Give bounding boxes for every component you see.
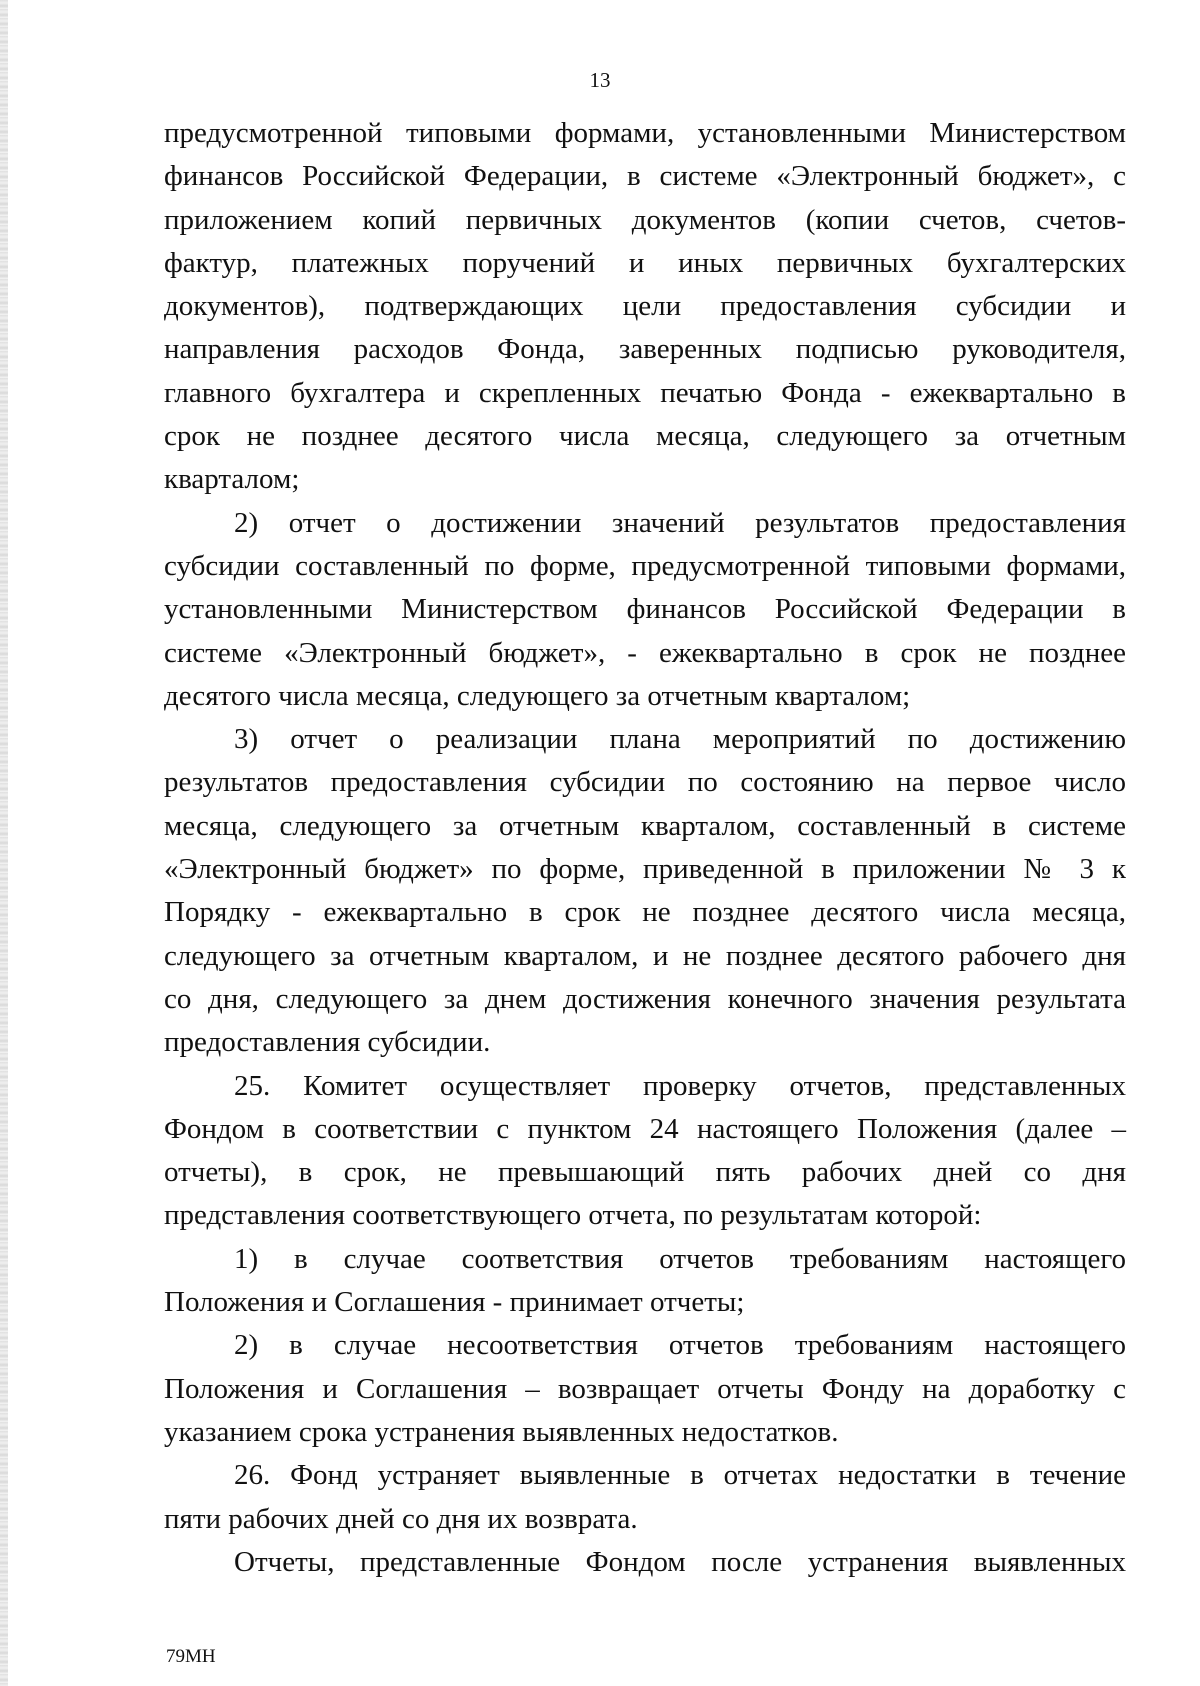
text-line: 2) отчет о достижении значений результатов предоставления bbox=[234, 506, 1126, 539]
text-line: предоставления субсидии. bbox=[164, 1026, 491, 1059]
text-line: представления соответствующего отчета, по результатам которой: bbox=[164, 1199, 982, 1232]
page-number: 13 bbox=[589, 68, 611, 92]
text-line: кварталом; bbox=[164, 463, 300, 496]
text-line: 25. Комитет осуществляет проверку отчетов, представленных bbox=[234, 1069, 1126, 1102]
text-line: 1) в случае соответствия отчетов требованиям настоящего bbox=[234, 1242, 1126, 1275]
paragraph-continuation bbox=[164, 112, 1126, 502]
scan-edge bbox=[0, 0, 8, 1686]
text-line: следующего за отчетным кварталом, и не позднее десятого рабочего дня bbox=[164, 939, 1126, 972]
document-body bbox=[164, 112, 1126, 1584]
text-line: документов), подтверждающих цели предоставления субсидии и bbox=[164, 290, 1126, 323]
text-line: 3) отчет о реализации плана мероприятий по достижению bbox=[234, 723, 1126, 756]
text-line: установленными Министерством финансов Российской Федерации в bbox=[164, 593, 1126, 626]
text-line: срок не позднее десятого числа месяца, следующего за отчетным bbox=[164, 420, 1126, 453]
text-line: направления расходов Фонда, заверенных подписью руководителя, bbox=[164, 333, 1126, 366]
text-line: отчеты), в срок, не превышающий пять рабочих дней со дня bbox=[164, 1156, 1126, 1189]
text-line: 26. Фонд устраняет выявленные в отчетах недостатки в течение bbox=[234, 1459, 1126, 1492]
footer-code: 79МН bbox=[166, 1646, 216, 1667]
text-line: со дня, следующего за днем достижения конечного значения результата bbox=[164, 982, 1126, 1015]
text-line: главного бухгалтера и скрепленных печатью Фонда - ежеквартально в bbox=[164, 376, 1126, 409]
paragraph-clause-25 bbox=[164, 1065, 1126, 1238]
paragraph-subitem-1 bbox=[164, 1238, 1126, 1325]
paragraph-item-3 bbox=[164, 718, 1126, 1064]
text-line: месяца, следующего за отчетным кварталом, составленный в системе bbox=[164, 809, 1126, 842]
text-line: Положения и Соглашения - принимает отчеты; bbox=[164, 1286, 745, 1319]
text-line: фактур, платежных поручений и иных первичных бухгалтерских bbox=[164, 246, 1126, 279]
text-line: Порядку - ежеквартально в срок не позднее десятого числа месяца, bbox=[164, 896, 1126, 929]
text-line: приложением копий первичных документов (копии счетов, счетов- bbox=[164, 203, 1126, 236]
paragraph-reports bbox=[164, 1541, 1126, 1584]
paragraph-clause-26 bbox=[164, 1454, 1126, 1541]
text-line: Положения и Соглашения – возвращает отчеты Фонду на доработку с bbox=[164, 1372, 1126, 1405]
text-line: пяти рабочих дней со дня их возврата. bbox=[164, 1502, 638, 1535]
text-line: указанием срока устранения выявленных недостатков. bbox=[164, 1415, 839, 1448]
text-line: Фондом в соответствии с пунктом 24 настоящего Положения (далее – bbox=[164, 1112, 1126, 1145]
text-line: результатов предоставления субсидии по состоянию на первое число bbox=[164, 766, 1126, 799]
paragraph-subitem-2 bbox=[164, 1324, 1126, 1454]
text-line: субсидии составленный по форме, предусмотренной типовыми формами, bbox=[164, 549, 1126, 582]
text-line: финансов Российской Федерации, в системе «Электронный бюджет», с bbox=[164, 160, 1126, 193]
text-line: системе «Электронный бюджет», - ежеквартально в срок не позднее bbox=[164, 636, 1126, 669]
text-line: 2) в случае несоответствия отчетов требованиям настоящего bbox=[234, 1329, 1126, 1362]
text-line: десятого числа месяца, следующего за отчетным кварталом; bbox=[164, 679, 911, 712]
paragraph-item-2 bbox=[164, 502, 1126, 718]
text-line: предусмотренной типовыми формами, установленными Министерством bbox=[164, 117, 1126, 149]
text-line: Отчеты, представленные Фондом после устранения выявленных bbox=[234, 1545, 1126, 1578]
text-line: «Электронный бюджет» по форме, приведенной в приложении № 3 к bbox=[164, 853, 1126, 886]
